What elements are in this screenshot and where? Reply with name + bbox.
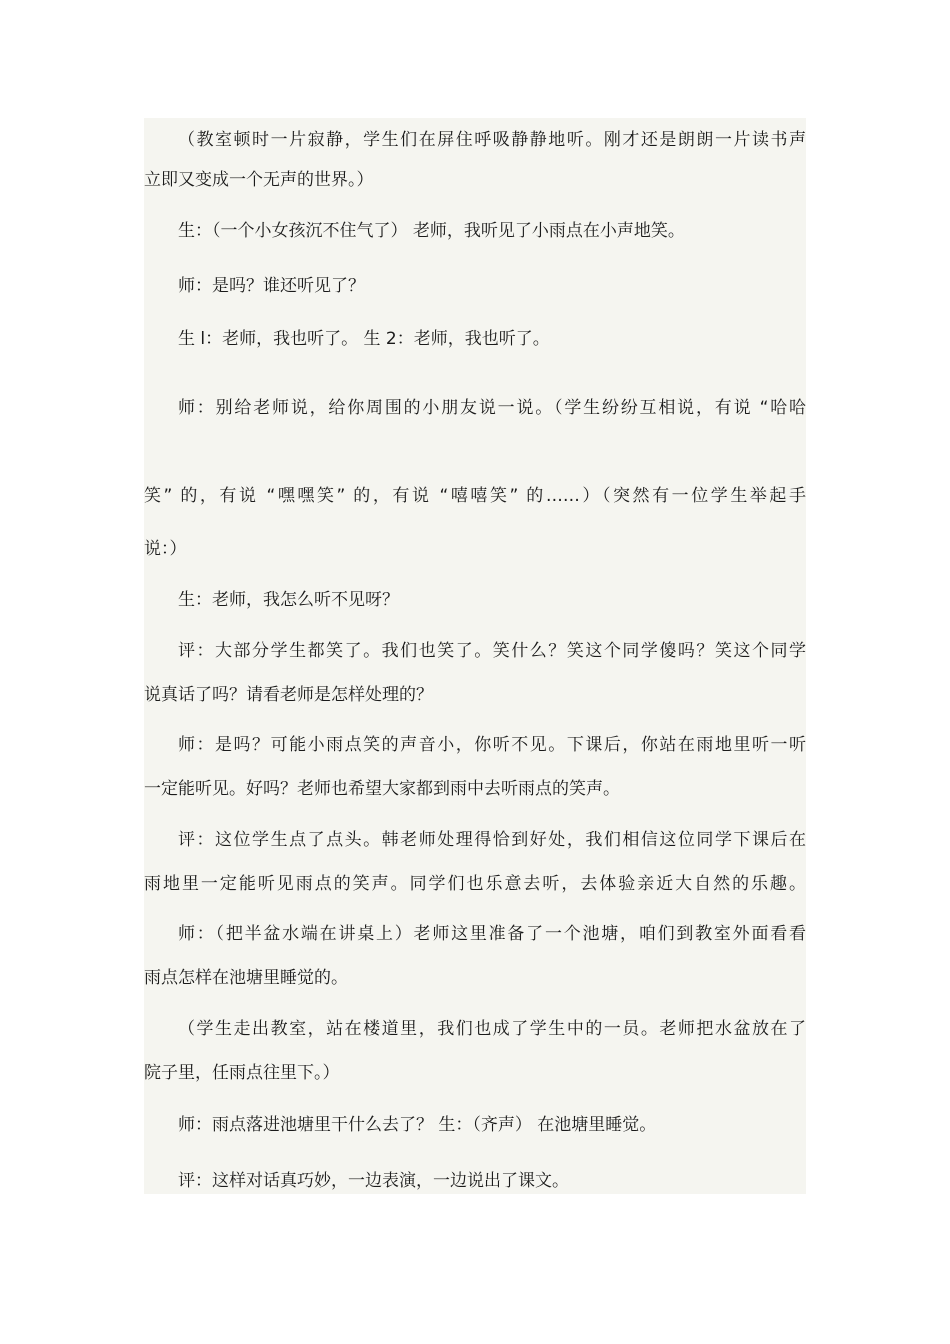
text-line: 师：是吗？谁还听见了？ [178,276,365,296]
text-line: （学生走出教室，站在楼道里，我们也成了学生中的一员。老师把水盆放在了 [178,1019,806,1039]
document-text-block [144,118,806,1194]
text-line: 评：大部分学生都笑了。我们也笑了。笑什么？笑这个同学傻吗？笑这个同学 [178,641,806,661]
text-line: 评：这位学生点了点头。韩老师处理得恰到好处，我们相信这位同学下课后在 [178,830,806,850]
text-line: 笑” 的，有说 “嘿嘿笑” 的，有说 “嘻嘻笑” 的……）（突然有一位学生举起手 [144,486,806,506]
text-line: 生：老师，我怎么听不见呀？ [178,590,399,610]
text-line: 说真话了吗？请看老师是怎样处理的？ [144,685,433,705]
text-line: 立即又变成一个无声的世界。） [144,170,374,190]
text-line: 生 l：老师，我也听了。 生 2：老师，我也听了。 [178,329,550,349]
text-line: 雨地里一定能听见雨点的笑声。同学们也乐意去听，去体验亲近大自然的乐趣。 [144,874,806,894]
text-line: 说：） [144,539,187,559]
text-line: 师：（把半盆水端在讲桌上）老师这里准备了一个池塘，咱们到教室外面看看 [178,924,806,944]
text-line: 师：是吗？可能小雨点笑的声音小，你听不见。下课后，你站在雨地里听一听 [178,735,806,755]
text-line: 一定能听见。好吗？老师也希望大家都到雨中去听雨点的笑声。 [144,779,620,799]
text-line: （教室顿时一片寂静，学生们在屏住呼吸静静地听。刚才还是朗朗一片读书声 [178,130,806,150]
text-line: 院子里，任雨点往里下。） [144,1063,340,1083]
text-line: 雨点怎样在池塘里睡觉的。 [144,968,348,988]
text-line: 评：这样对话真巧妙，一边表演，一边说出了课文。 [178,1171,569,1191]
text-line: 师：别给老师说，给你周围的小朋友说一说。（学生纷纷互相说，有说 “哈哈 [178,398,806,418]
text-line: 生：（一个小女孩沉不住气了） 老师，我听见了小雨点在小声地笑。 [178,221,685,241]
text-line: 师：雨点落进池塘里干什么去了？ 生：（齐声） 在池塘里睡觉。 [178,1115,657,1135]
